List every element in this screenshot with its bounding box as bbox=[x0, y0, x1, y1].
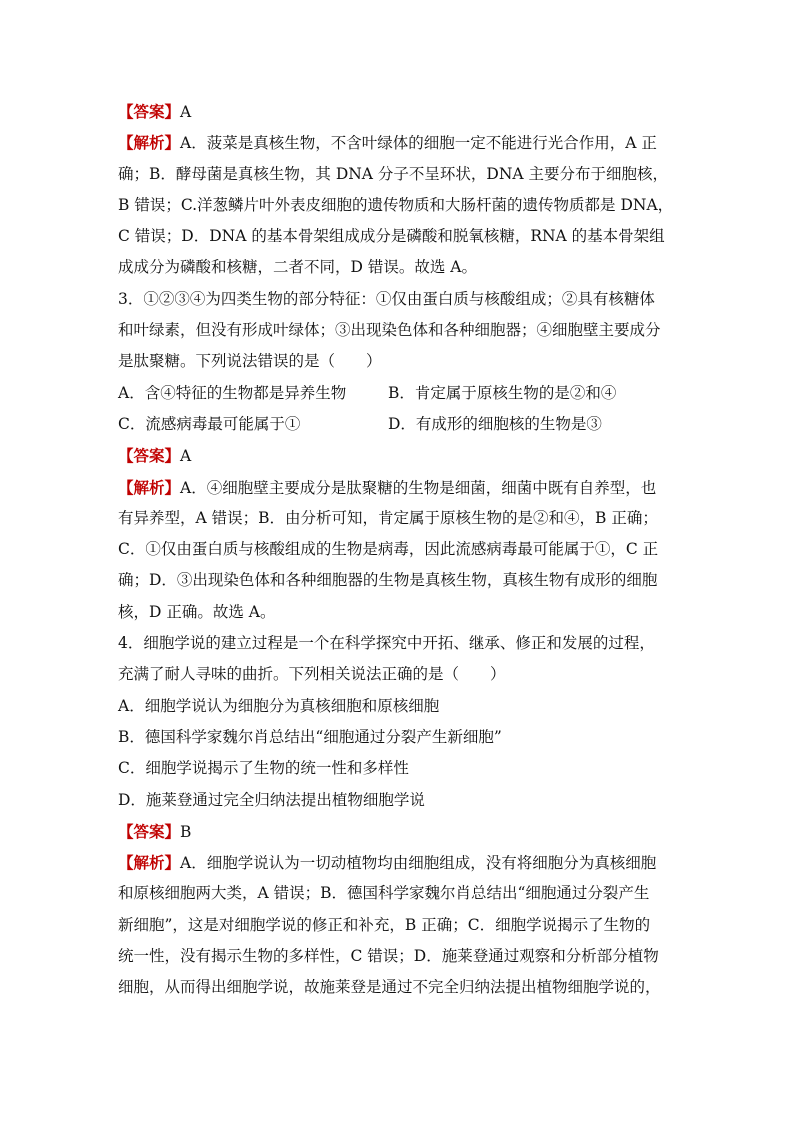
analysis-tag: 【解析】 bbox=[118, 853, 181, 873]
analysis-line: 新细胞”，这是对细胞学说的修正和补充，B 正确；C．细胞学说揭示了生物的 bbox=[118, 915, 651, 934]
answer-tag: 【答案】 bbox=[118, 821, 181, 841]
analysis-text: A．细胞学说认为一切动植物均由细胞组成，没有将细胞分为真核细胞 bbox=[180, 854, 657, 873]
option-b: B．德国科学家魏尔肖总结出“细胞通过分裂产生新细胞” bbox=[118, 727, 502, 746]
option-row bbox=[118, 409, 678, 440]
analysis-text: A．菠菜是真核生物，不含叶绿体的细胞一定不能进行光合作用，A 正 bbox=[180, 134, 657, 153]
option-row bbox=[118, 378, 678, 409]
analysis-line bbox=[118, 472, 678, 503]
answer-line bbox=[118, 816, 678, 847]
analysis-line: 和原核细胞两大类，A 错误；B．德国科学家魏尔肖总结出“细胞通过分裂产生 bbox=[118, 884, 650, 903]
analysis-line: 统一性，没有揭示生物的多样性，C 错误；D．施莱登通过观察和分析部分植物 bbox=[118, 947, 659, 966]
analysis-line: C．①仅由蛋白质与核酸组成的生物是病毒，因此流感病毒最可能属于①，C 正 bbox=[118, 540, 659, 559]
option-c: C．流感病毒最可能属于① bbox=[118, 414, 301, 433]
question-stem-line: 和叶绿素，但没有形成叶绿体；③出现染色体和各种细胞器；④细胞壁主要成分 bbox=[118, 321, 661, 340]
analysis-line bbox=[118, 847, 678, 878]
analysis-line: C 错误；D．DNA 的基本骨架组成成分是磷酸和脱氧核糖，RNA 的基本骨架组 bbox=[118, 227, 665, 246]
answer-tag: 【答案】 bbox=[118, 446, 181, 466]
answer-value: A bbox=[180, 103, 192, 121]
analysis-line: 有异养型，A 错误；B．由分析可知，肯定属于原核生物的是②和④，B 正确； bbox=[118, 508, 658, 527]
option-d: D．施莱登通过完全归纳法提出植物细胞学说 bbox=[118, 790, 425, 809]
answer-tag: 【答案】 bbox=[118, 102, 181, 121]
analysis-tag: 【解析】 bbox=[118, 477, 181, 497]
analysis-line: 确；D．③出现染色体和各种细胞器的生物是真核生物，真核生物有成形的细胞 bbox=[118, 571, 658, 590]
answer-value: A bbox=[180, 447, 192, 466]
question-stem-line: 4．细胞学说的建立过程是一个在科学探究中开拓、继承、修正和发展的过程， bbox=[118, 634, 655, 653]
question-stem-line: 3．①②③④为四类生物的部分特征：①仅由蛋白质与核酸组成；②具有核糖体 bbox=[118, 289, 655, 308]
option-b: B．肯定属于原核生物的是②和④ bbox=[388, 383, 617, 402]
analysis-text: A．④细胞壁主要成分是肽聚糖的生物是细菌，细菌中既有自养型，也 bbox=[180, 478, 657, 497]
option-d: D．有成形的细胞核的生物是③ bbox=[388, 414, 602, 433]
analysis-line: 成成分为磷酸和核糖，二者不同，D 错误。故选 A。 bbox=[118, 258, 477, 277]
question-stem-line: 是肽聚糖。下列说法错误的是（ ） bbox=[118, 352, 382, 371]
analysis-line: 细胞，从而得出细胞学说，故施莱登是通过不完全归纳法提出植物细胞学说的， bbox=[118, 978, 661, 997]
option-a: A．细胞学说认为细胞分为真核细胞和原核细胞 bbox=[118, 696, 440, 715]
answer-value: B bbox=[180, 822, 192, 841]
analysis-line: B 错误；C.洋葱鳞片叶外表皮细胞的遗传物质和大肠杆菌的遗传物质都是 DNA， bbox=[118, 195, 674, 214]
question-stem-line: 充满了耐人寻味的曲折。下列相关说法正确的是（ ） bbox=[118, 665, 506, 684]
analysis-line bbox=[118, 127, 678, 158]
answer-line bbox=[118, 440, 678, 471]
page-content bbox=[118, 96, 678, 1004]
answer-line bbox=[118, 96, 678, 127]
analysis-line: 核，D 正确。故选 A。 bbox=[118, 602, 276, 621]
option-c: C．细胞学说揭示了生物的统一性和多样性 bbox=[118, 759, 409, 778]
option-a: A．含④特征的生物都是异养生物 bbox=[118, 383, 347, 402]
analysis-tag: 【解析】 bbox=[118, 133, 181, 153]
analysis-line: 确；B．酵母菌是真核生物，其 DNA 分子不呈环状，DNA 主要分布于细胞核， bbox=[118, 164, 669, 183]
